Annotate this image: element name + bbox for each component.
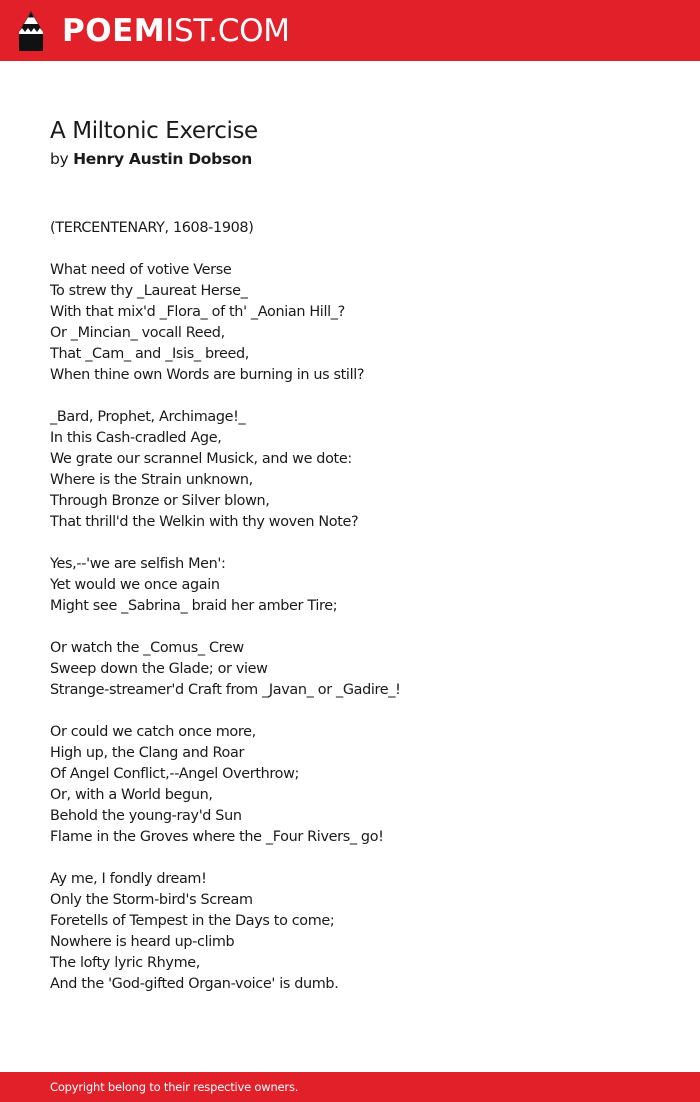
brand-bold: POEM: [62, 13, 166, 49]
poem-line: Behold the young-ray'd Sun: [50, 808, 242, 824]
site-logo-text[interactable]: [62, 11, 290, 51]
poem-line: Foretells of Tempest in the Days to come;: [50, 913, 335, 929]
poem-line: Where is the Strain unknown,: [50, 472, 253, 488]
poem-byline: [50, 148, 252, 170]
poem-line: When thine own Words are burning in us still?: [50, 367, 365, 383]
stanza-break: [50, 533, 650, 554]
poem-line: _Bard, Prophet, Archimage!_: [50, 409, 246, 425]
poem-line: To strew thy _Laureat Herse_: [50, 283, 248, 299]
poem-line: Flame in the Groves where the _Four Rivers_ go!: [50, 829, 384, 845]
stanza-break: [50, 386, 650, 407]
poem-line: High up, the Clang and Roar: [50, 745, 245, 761]
poem-line: With that mix'd _Flora_ of th' _Aonian Hill_?: [50, 304, 345, 320]
site-header: [0, 0, 700, 61]
poem-line: Ay me, I fondly dream!: [50, 871, 207, 887]
poem-body: [50, 218, 650, 995]
poem-title: A Miltonic Exercise: [50, 118, 258, 144]
stanza-break: [50, 701, 650, 722]
poem-line: Yes,--'we are selfish Men':: [50, 556, 226, 572]
poem-line: (TERCENTENARY, 1608-1908): [50, 220, 254, 236]
stanza-break: [50, 239, 650, 260]
poem-line: Strange-streamer'd Craft from _Javan_ or _Gadire_!: [50, 682, 401, 698]
stanza-break: [50, 617, 650, 638]
pen-nib-icon: [18, 10, 44, 52]
poem-line: Only the Storm-bird's Scream: [50, 892, 253, 908]
poem-line: Sweep down the Glade; or view: [50, 661, 268, 677]
poem-line: Or _Mincian_ vocall Reed,: [50, 325, 225, 341]
stanza-break: [50, 848, 650, 869]
poem-line: What need of votive Verse: [50, 262, 232, 278]
poem-line: Or, with a World begun,: [50, 787, 213, 803]
brand-regular: IST.COM: [165, 13, 290, 49]
poem-line: In this Cash-cradled Age,: [50, 430, 222, 446]
poem-line: Through Bronze or Silver blown,: [50, 493, 270, 509]
poem-line: That thrill'd the Welkin with thy woven Note?: [50, 514, 359, 530]
poem-line: Yet would we once again: [50, 577, 220, 593]
poem-line: Nowhere is heard up-climb: [50, 934, 235, 950]
poem-line: The lofty lyric Rhyme,: [50, 955, 200, 971]
poem-line: That _Cam_ and _Isis_ breed,: [50, 346, 249, 362]
poem-line: Or watch the _Comus_ Crew: [50, 640, 244, 656]
copyright-text: Copyright belong to their respective owners.: [50, 1080, 299, 1094]
poem-line: Of Angel Conflict,--Angel Overthrow;: [50, 766, 300, 782]
by-label: by: [50, 150, 69, 168]
poem-line: And the 'God-gifted Organ-voice' is dumb.: [50, 976, 339, 992]
poem-line: Or could we catch once more,: [50, 724, 256, 740]
poem-line: We grate our scrannel Musick, and we dote:: [50, 451, 352, 467]
poem-line: Might see _Sabrina_ braid her amber Tire;: [50, 598, 338, 614]
poem-author: Henry Austin Dobson: [73, 150, 252, 168]
site-footer: [0, 1072, 700, 1102]
